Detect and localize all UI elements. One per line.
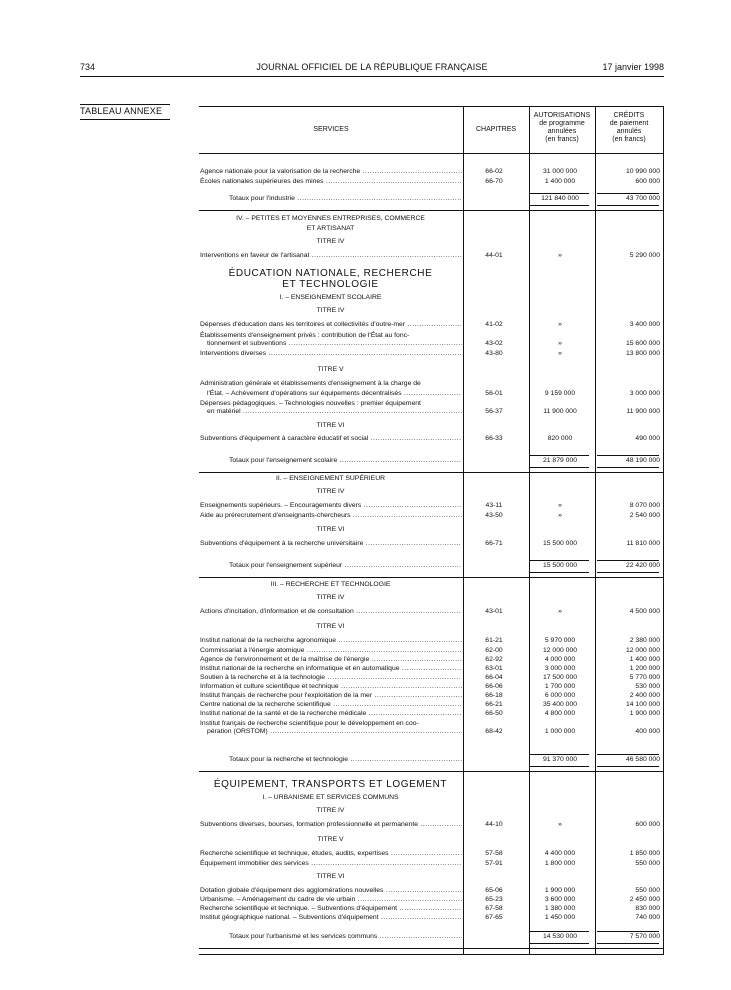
- table-row: [199, 820, 664, 830]
- subsection-heading: TITRE VI: [316, 873, 345, 880]
- row-label: Subventions d'équipement à la recherche universitaire .....: [200, 539, 462, 549]
- total-row: [199, 456, 664, 466]
- table-row: [199, 727, 664, 737]
- row-label: Recherche scientifique et technique, études, audits, expertises .....: [200, 849, 462, 859]
- credit-amount: 3 400 000: [629, 321, 660, 328]
- chapter-code: 63-01: [485, 665, 503, 672]
- credit-amount: 46 580 000: [625, 756, 660, 763]
- subsection-heading: TITRE IV: [316, 488, 345, 495]
- table-row: [199, 339, 664, 349]
- credit-amount: 4 500 000: [629, 608, 660, 615]
- autorisation-amount: 21 879 000: [542, 457, 578, 464]
- table-row: [199, 251, 664, 261]
- col-header-line: de paiement: [609, 120, 649, 127]
- col-header-line: annulées: [547, 128, 577, 135]
- credit-amount: 550 000: [635, 887, 660, 894]
- col-header-line: AUTORISATIONS: [533, 112, 591, 119]
- row-label: pération (ORSTOM) .....: [207, 727, 462, 737]
- row-label: Actions d'incitation, d'information et de consultation .....: [200, 607, 462, 617]
- credit-amount: 2 450 000: [629, 896, 660, 903]
- chapter-code: 43-01: [485, 608, 503, 615]
- row-label: Totaux pour l'urbanisme et les services communs .....: [229, 932, 462, 942]
- autorisation-amount: 11 900 000: [543, 408, 577, 415]
- subsection-heading: I. – URBANISME ET SERVICES COMMUNS: [262, 794, 399, 801]
- chapter-code: 41-02: [485, 321, 503, 328]
- col-header-line: CRÉDITS: [613, 112, 645, 119]
- chapter-code: 43-80: [485, 350, 503, 357]
- chapter-code: 43-02: [485, 340, 503, 347]
- page-number: 734: [80, 62, 96, 72]
- row-label: Soutien à la recherche et à la technologie .....: [200, 673, 462, 683]
- annex-table: [199, 106, 664, 954]
- row-label: Dépenses d'éducation dans les territoires et collectivités d'outre-mer .....: [200, 320, 462, 330]
- chapter-code: 62-00: [485, 647, 503, 654]
- row-label: Institut national de la santé et de la recherche médicale .....: [200, 709, 462, 719]
- row-label: Institut français de recherche pour l'exploitation de la mer .....: [200, 691, 462, 701]
- total-rule: [597, 943, 659, 944]
- subsection-heading: TITRE VI: [316, 422, 345, 429]
- row-label: Agence nationale pour la valorisation de la recherche .....: [200, 167, 462, 177]
- credit-amount: 490 000: [635, 435, 660, 442]
- row-label: Établissements d'enseignement privés : contribution de l'État au fonc-: [200, 332, 410, 339]
- table-bottom-rule: [199, 954, 664, 955]
- chapter-code: 67-65: [485, 914, 503, 921]
- total-rule: [597, 467, 659, 468]
- credit-amount: 2 380 000: [629, 637, 660, 644]
- row-label: Commissariat à l'énergie atomique .....: [200, 646, 462, 656]
- chapter-code: 66-06: [485, 683, 503, 690]
- row-label: tionnement et subventions .....: [207, 339, 462, 349]
- autorisation-amount: 1 900 000: [544, 887, 576, 894]
- autorisation-amount: »: [558, 252, 562, 259]
- row-label: Enseignements supérieurs. – Encouragements divers .....: [200, 501, 462, 511]
- chapter-code: 66-02: [485, 168, 503, 175]
- chapter-code: 66-71: [485, 540, 503, 547]
- autorisation-amount: 35 400 000: [542, 701, 578, 708]
- credit-amount: 5 770 000: [629, 674, 660, 681]
- row-label: Institut national de la recherche agronomique .....: [200, 636, 462, 646]
- chapter-code: 67-58: [485, 905, 503, 912]
- credit-amount: 48 190 000: [625, 457, 660, 464]
- subsection-heading: II. – ENSEIGNEMENT SUPÉRIEUR: [275, 475, 386, 482]
- row-label: Institut géographique national. – Subventions d'équipement .....: [200, 913, 462, 923]
- row-label: Subventions d'équipement à caractère éducatif et social .....: [200, 434, 462, 444]
- section-heading: ÉQUIPEMENT, TRANSPORTS ET LOGEMENT: [213, 779, 448, 790]
- autorisation-amount: 1 800 000: [544, 860, 576, 867]
- col-header-chapitres: CHAPITRES: [475, 126, 517, 133]
- total-rule: [530, 943, 589, 944]
- row-label: Interventions en faveur de l'artisanat .....: [200, 251, 462, 261]
- total-rule: [530, 455, 589, 456]
- section-heading: ÉDUCATION NATIONALE, RECHERCHE: [228, 268, 433, 279]
- row-label: Totaux pour la recherche et technologie .....: [229, 755, 462, 765]
- col-header-line: (en francs): [612, 136, 646, 143]
- section-rule: [199, 472, 664, 473]
- col-header-credits: [595, 112, 663, 144]
- row-label: Institut national de la recherche en informatique et en automatique .....: [200, 664, 462, 674]
- credit-amount: 1 850 000: [629, 850, 660, 857]
- subsection-heading: TITRE IV: [316, 807, 345, 814]
- chapter-code: 43-50: [485, 512, 503, 519]
- subsection-heading: TITRE VI: [316, 623, 345, 630]
- autorisation-amount: 3 600 000: [544, 896, 576, 903]
- total-rule: [597, 931, 659, 932]
- autorisation-amount: 12 000 000: [542, 647, 578, 654]
- row-label: Totaux pour l'industrie .....: [229, 194, 462, 204]
- row-label: Dépenses pédagogiques. – Technologies nouvelles : premier équipement: [200, 400, 421, 407]
- credit-amount: 550 000: [635, 860, 660, 867]
- chapter-code: 62-92: [485, 656, 503, 663]
- credit-amount: 3 000 000: [629, 390, 660, 397]
- chapter-code: 66-04: [485, 674, 503, 681]
- autorisation-amount: 1 380 000: [544, 905, 576, 912]
- autorisation-amount: 15 500 000: [542, 562, 578, 569]
- row-label: Écoles nationales supérieures des mines .....: [200, 177, 462, 187]
- chapter-code: 68-42: [485, 728, 503, 735]
- table-row: [199, 859, 664, 869]
- credit-amount: 5 290 000: [629, 252, 660, 259]
- credit-amount: 740 000: [635, 914, 660, 921]
- chapter-code: 66-33: [485, 435, 503, 442]
- header-rule: [80, 76, 664, 77]
- chapter-code: 65-06: [485, 887, 503, 894]
- row-label: Information et culture scientifique et technique .....: [200, 682, 462, 692]
- autorisation-amount: 1 000 000: [544, 728, 576, 735]
- chapter-code: 66-50: [485, 710, 503, 717]
- credit-amount: 12 000 000: [625, 647, 660, 654]
- credit-amount: 1 900 000: [629, 710, 660, 717]
- row-label: l'État. – Achèvement d'opérations sur équipements décentralisés .....: [207, 389, 462, 399]
- section-heading: ET TECHNOLOGIE: [282, 279, 379, 290]
- table-row: [199, 539, 664, 549]
- total-rule: [530, 205, 589, 206]
- annex-rule-bottom: [80, 119, 170, 120]
- chapter-code: 57-91: [485, 860, 503, 867]
- row-label: Agence de l'environnement et de la maîtrise de l'énergie .....: [200, 655, 462, 665]
- row-label: Institut français de recherche scientifique pour le développement en coo-: [200, 720, 419, 727]
- table-row: [199, 849, 664, 859]
- subsection-heading: III. – RECHERCHE ET TECHNOLOGIE: [270, 581, 391, 588]
- autorisation-amount: »: [558, 321, 562, 328]
- autorisation-amount: »: [558, 502, 562, 509]
- autorisation-amount: 4 000 000: [544, 656, 576, 663]
- row-label: Totaux pour l'enseignement supérieur .....: [229, 561, 462, 571]
- chapter-code: 65-23: [485, 896, 503, 903]
- table-row: [199, 177, 664, 187]
- credit-amount: 43 700 000: [625, 195, 660, 202]
- credit-amount: 13 800 000: [625, 350, 660, 357]
- annex-rule-top: [80, 104, 170, 105]
- autorisation-amount: 1 450 000: [544, 914, 576, 921]
- col-header-line: annulés: [616, 128, 642, 135]
- autorisation-amount: 15 500 000: [542, 540, 578, 547]
- chapter-code: 43-11: [485, 502, 503, 509]
- credit-amount: 11 900 000: [626, 408, 660, 415]
- table-row: [199, 913, 664, 923]
- autorisation-amount: »: [558, 350, 562, 357]
- autorisation-amount: 3 000 000: [544, 665, 576, 672]
- autorisation-amount: 17 500 000: [542, 674, 578, 681]
- row-label: Équipement immobilier des services .....: [200, 859, 462, 869]
- table-row: [199, 407, 664, 417]
- table-row: [199, 511, 664, 521]
- credit-amount: 11 810 000: [626, 540, 660, 547]
- table-row: [199, 709, 664, 719]
- total-row: [199, 194, 664, 204]
- chapter-code: 44-10: [485, 821, 503, 828]
- table-row: [199, 434, 664, 444]
- table-row: [199, 349, 664, 359]
- journal-title: JOURNAL OFFICIEL DE LA RÉPUBLIQUE FRANÇAISE: [256, 62, 488, 72]
- table-row: [199, 636, 664, 646]
- autorisation-amount: 1 700 000: [544, 683, 576, 690]
- table-row: [199, 607, 664, 617]
- autorisation-amount: »: [558, 340, 562, 347]
- total-rule: [530, 572, 589, 573]
- credit-amount: 400 000: [635, 728, 660, 735]
- annex-label: TABLEAU ANNEXE: [80, 106, 163, 116]
- autorisation-amount: 5 970 000: [544, 637, 576, 644]
- credit-amount: 830 000: [635, 905, 660, 912]
- total-row: [199, 755, 664, 765]
- row-label: Recherche scientifique et technique. – Subventions d'équipement .....: [200, 904, 462, 914]
- table-row: [199, 501, 664, 511]
- autorisation-amount: »: [558, 821, 562, 828]
- subsection-heading: IV. – PETITES ET MOYENNES ENTREPRISES, COMMERCE: [236, 215, 425, 222]
- page-header: [80, 62, 664, 76]
- credit-amount: 1 400 000: [629, 656, 660, 663]
- credit-amount: 22 420 000: [625, 562, 660, 569]
- total-rule: [597, 766, 659, 767]
- col-header-line: de programme: [539, 120, 585, 127]
- credit-amount: 2 540 000: [629, 512, 660, 519]
- autorisation-amount: 121 840 000: [541, 195, 579, 202]
- col-header-services: SERVICES: [313, 126, 349, 133]
- subsection-heading: TITRE IV: [316, 238, 345, 245]
- section-rule: [199, 210, 664, 211]
- section-rule: [199, 577, 664, 578]
- subsection-heading: TITRE V: [317, 366, 344, 373]
- chapter-code: 66-70: [485, 178, 503, 185]
- total-rule: [597, 193, 659, 194]
- subsection-heading: TITRE IV: [316, 307, 345, 314]
- total-rule: [530, 560, 589, 561]
- total-rule: [530, 193, 589, 194]
- credit-amount: 2 400 000: [629, 692, 660, 699]
- credit-amount: 8 070 000: [629, 502, 660, 509]
- chapter-code: 66-21: [485, 701, 503, 708]
- credit-amount: 14 100 000: [625, 701, 660, 708]
- total-rule: [530, 931, 589, 932]
- row-label: Urbanisme. – Aménagement du cadre de vie urbain .....: [200, 895, 462, 905]
- chapter-code: 44-01: [485, 252, 503, 259]
- section-rule: [199, 948, 664, 949]
- credit-amount: 1 200 000: [629, 665, 660, 672]
- total-rule: [597, 560, 659, 561]
- total-rule: [597, 572, 659, 573]
- subsection-heading: TITRE IV: [316, 594, 345, 601]
- autorisation-amount: 4 400 000: [544, 850, 576, 857]
- chapter-code: 66-18: [485, 692, 503, 699]
- autorisation-amount: 1 400 000: [544, 178, 576, 185]
- autorisation-amount: 31 000 000: [542, 168, 578, 175]
- total-row: [199, 561, 664, 571]
- total-rule: [597, 754, 659, 755]
- row-label: Subventions diverses, bourses, formation professionnelle et permanente .....: [200, 820, 462, 830]
- row-label: Totaux pour l'enseignement scolaire .....: [229, 456, 462, 466]
- chapter-code: 61-21: [485, 637, 503, 644]
- credit-amount: 600 000: [635, 821, 660, 828]
- total-rule: [597, 455, 659, 456]
- subsection-heading: ET ARTISANAT: [306, 225, 355, 232]
- total-row: [199, 932, 664, 942]
- total-rule: [597, 205, 659, 206]
- col-header-autorisations: [529, 112, 595, 144]
- credit-amount: 7 570 000: [629, 933, 660, 940]
- chapter-code: 56-01: [485, 390, 503, 397]
- subsection-heading: TITRE VI: [316, 526, 345, 533]
- autorisation-amount: »: [558, 608, 562, 615]
- credit-amount: 600 000: [635, 178, 660, 185]
- table-row: [199, 320, 664, 330]
- row-label: Aide au prérecrutement d'enseignants-chercheurs .....: [200, 511, 462, 521]
- section-rule: [199, 771, 664, 772]
- subsection-heading: TITRE V: [317, 836, 344, 843]
- subsection-heading: I. – ENSEIGNEMENT SCOLAIRE: [279, 294, 382, 301]
- table-row: [199, 379, 664, 389]
- autorisation-amount: 9 159 000: [544, 390, 576, 397]
- row-label: en matériel .....: [207, 407, 462, 417]
- total-rule: [530, 766, 589, 767]
- total-rule: [530, 754, 589, 755]
- credit-amount: 15 600 000: [625, 340, 660, 347]
- col-header-line: (en francs): [545, 136, 579, 143]
- credit-amount: 530 000: [635, 683, 660, 690]
- chapter-code: 57-58: [485, 850, 503, 857]
- issue-date: 17 janvier 1998: [602, 62, 664, 72]
- credit-amount: 10 990 000: [625, 168, 660, 175]
- autorisation-amount: 6 000 000: [544, 692, 576, 699]
- chapter-code: 56-37: [485, 408, 503, 415]
- table-row: [199, 389, 664, 399]
- row-label: Administration générale et établissements d'enseignement à la charge de: [200, 380, 421, 387]
- autorisation-amount: »: [558, 512, 562, 519]
- row-label: Interventions diverses .....: [200, 349, 462, 359]
- autorisation-amount: 4 800 000: [544, 710, 576, 717]
- total-rule: [530, 467, 589, 468]
- autorisation-amount: 14 530 000: [542, 933, 578, 940]
- row-label: Centre national de la recherche scientifique .....: [200, 700, 462, 710]
- autorisation-amount: 820 000: [547, 435, 573, 442]
- table-row: [199, 167, 664, 177]
- row-label: Dotation globale d'équipement des agglomérations nouvelles .....: [200, 886, 462, 896]
- autorisation-amount: 91 370 000: [542, 756, 578, 763]
